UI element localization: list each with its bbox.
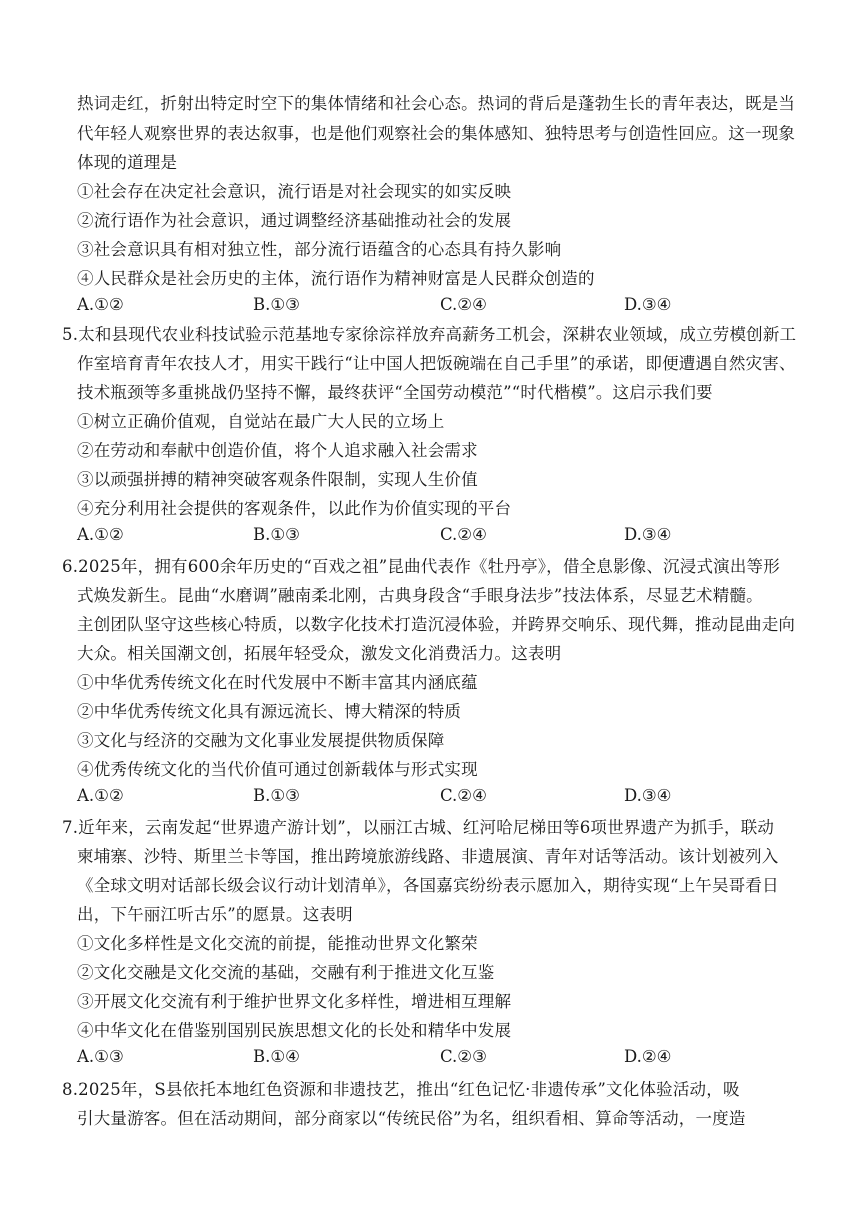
q5-item-3: ③以顽强拼搏的精神突破客观条件限制，实现人生价值 [77, 470, 478, 489]
q7-item-3: ③开展文化交流有利于维护世界文化多样性，增进相互理解 [77, 992, 512, 1011]
q5-item-1: ①树立正确价值观，自觉站在最广大人民的立场上 [77, 412, 445, 431]
q6-stem-line-1: 6.2025年，拥有600余年历史的“百戏之祖”昆曲代表作《牡丹亭》，借全息影像、沉浸式演出等形 [62, 557, 780, 576]
q6-option-a: A.①② [77, 786, 124, 805]
q7-stem-line-3: 《全球文明对话部长级会议行动计划清单》，各国嘉宾纷纷表示愿加入，期待实现“上午吴哥看日 [77, 876, 779, 895]
q4-stem-line-2: 代年轻人观察世界的表达叙事，也是他们观察社会的集体感知、独特思考与创造性回应。这一现象 [77, 124, 796, 143]
q7-item-1: ①文化多样性是文化交流的前提，能推动世界文化繁荣 [77, 934, 478, 953]
q4-option-c: C.②④ [440, 295, 487, 314]
q6-stem-line-3: 主创团队坚守这些核心特质，以数字化技术打造沉浸体验，并跨界交响乐、现代舞，推动昆曲走向 [77, 615, 796, 634]
q6-item-4: ④优秀传统文化的当代价值可通过创新载体与形式实现 [77, 760, 478, 779]
q4-stem-line-1: 热词走红，折射出特定时空下的集体情绪和社会心态。热词的背后是蓬勃生长的青年表达，既是当 [77, 94, 796, 113]
q7-item-4: ④中华文化在借鉴别国别民族思想文化的长处和精华中发展 [77, 1021, 512, 1040]
q5-stem-line-2: 作室培育青年农技人才，用实干践行“让中国人把饭碗端在自己手里”的承诺，即便遭遇自然灾害、 [77, 354, 796, 373]
q6-stem-line-4: 大众。相关国潮文创，拓展年轻受众，激发文化消费活力。这表明 [77, 644, 562, 663]
q7-stem-line-1: 7.近年来，云南发起“世界遗产游计划”，以丽江古城、红河哈尼梯田等6项世界遗产为抓手，联动 [62, 818, 775, 837]
q6-item-2: ②中华优秀传统文化具有源远流长、博大精深的特质 [77, 702, 462, 721]
q6-option-b: B.①③ [253, 786, 300, 805]
q4-item-1: ①社会存在决定社会意识，流行语是对社会现实的如实反映 [77, 182, 512, 201]
q4-option-b: B.①③ [253, 295, 300, 314]
q6-option-c: C.②④ [440, 786, 487, 805]
q5-option-a: A.①② [77, 525, 124, 544]
q5-option-d: D.③④ [624, 525, 672, 544]
q5-stem-line-3: 技术瓶颈等多重挑战仍坚持不懈，最终获评“全国劳动模范”“时代楷模”。这启示我们要 [77, 383, 713, 402]
q4-option-a: A.①② [77, 295, 124, 314]
q7-option-c: C.②③ [440, 1047, 487, 1066]
q8-stem-line-1: 8.2025年，S县依托本地红色资源和非遗技艺，推出“红色记忆·非遗传承”文化体验活动，吸 [62, 1080, 740, 1099]
q6-item-3: ③文化与经济的交融为文化事业发展提供物质保障 [77, 731, 445, 750]
q7-option-a: A.①③ [77, 1047, 124, 1066]
q7-item-2: ②文化交融是文化交流的基础，交融有利于推进文化互鉴 [77, 963, 495, 982]
q5-item-2: ②在劳动和奉献中创造价值，将个人追求融入社会需求 [77, 441, 478, 460]
q5-option-c: C.②④ [440, 525, 487, 544]
q6-option-d: D.③④ [624, 786, 672, 805]
q7-stem-line-4: 出，下午丽江听古乐”的愿景。这表明 [77, 905, 353, 924]
q4-option-d: D.③④ [624, 295, 672, 314]
q4-stem-line-3: 体现的道理是 [77, 153, 178, 172]
q8-stem-line-2: 引大量游客。但在活动期间，部分商家以“传统民俗”为名，组织看相、算命等活动，一度造 [77, 1109, 746, 1128]
q7-stem-line-2: 柬埔寨、沙特、斯里兰卡等国，推出跨境旅游线路、非遗展演、青年对话等活动。该计划被列入 [77, 847, 779, 866]
q6-item-1: ①中华优秀传统文化在时代发展中不断丰富其内涵底蕴 [77, 673, 478, 692]
q7-option-d: D.②④ [624, 1047, 672, 1066]
q4-item-4: ④人民群众是社会历史的主体，流行语作为精神财富是人民群众创造的 [77, 269, 595, 288]
q5-stem-line-1: 5.太和县现代农业科技试验示范基地专家徐淙祥放弃高薪务工机会，深耕农业领域，成立劳模创新工 [62, 325, 797, 344]
q4-item-2: ②流行语作为社会意识，通过调整经济基础推动社会的发展 [77, 211, 512, 230]
q4-item-3: ③社会意识具有相对独立性，部分流行语蕴含的心态具有持久影响 [77, 240, 562, 259]
q5-item-4: ④充分利用社会提供的客观条件，以此作为价值实现的平台 [77, 499, 512, 518]
q7-option-b: B.①④ [253, 1047, 300, 1066]
q5-option-b: B.①③ [253, 525, 300, 544]
q6-stem-line-2: 式焕发新生。昆曲“水磨调”融南柔北刚，古典身段含“手眼身法步”技法体系，尽显艺术精髓。 [77, 586, 763, 605]
